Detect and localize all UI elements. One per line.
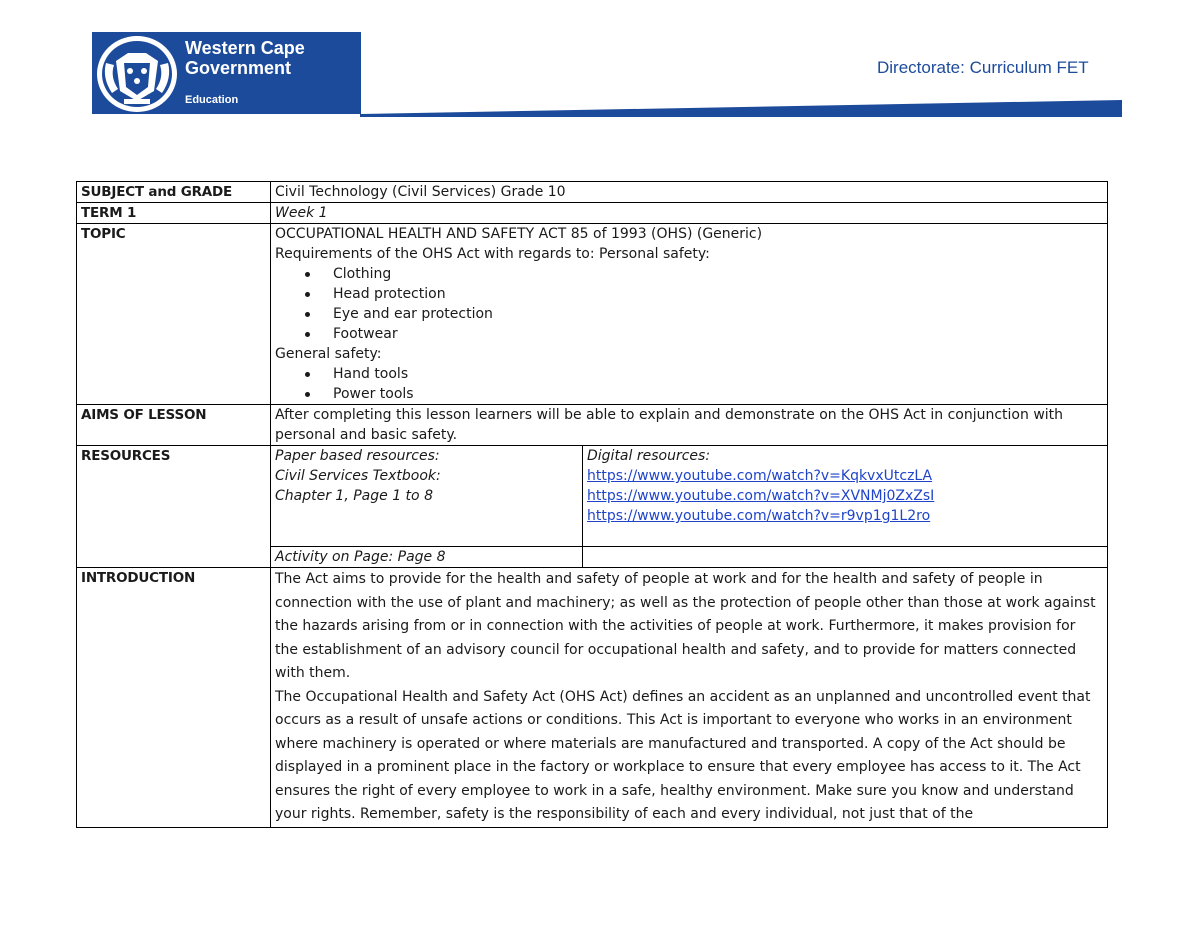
topic-heading: OCCUPATIONAL HEALTH AND SAFETY ACT 85 of 1993 (OHS) (Generic) — [275, 226, 763, 242]
resources-label: RESOURCES — [77, 446, 271, 568]
empty-cell — [583, 547, 1108, 568]
list-item: Clothing — [327, 264, 1102, 284]
subject-label: SUBJECT and GRADE — [77, 182, 271, 203]
list-item: Power tools — [327, 384, 1102, 404]
term-value: Week 1 — [271, 203, 1108, 224]
video-link-1[interactable]: https://www.youtube.com/watch?v=KqkvxUtczLA — [587, 468, 933, 484]
table-row — [77, 224, 1108, 405]
table-row — [77, 182, 1108, 203]
textbook-title: Civil Services Textbook: — [275, 468, 441, 484]
aims-label: AIMS OF LESSON — [77, 405, 271, 446]
introduction-text — [271, 568, 1108, 828]
table-row — [77, 405, 1108, 446]
page-header — [0, 0, 1200, 130]
topic-label: TOPIC — [77, 224, 271, 405]
subject-value: Civil Technology (Civil Services) Grade 10 — [271, 182, 1108, 203]
brand-name-line1: Western Cape — [185, 38, 305, 58]
lesson-plan-table — [76, 181, 1108, 828]
list-item: Eye and ear protection — [327, 304, 1102, 324]
textbook-pages: Chapter 1, Page 1 to 8 — [275, 488, 433, 504]
list-item: Hand tools — [327, 364, 1102, 384]
activity-page: Activity on Page: Page 8 — [271, 547, 583, 568]
introduction-label: INTRODUCTION — [77, 568, 271, 828]
topic-requirements: Requirements of the OHS Act with regards to: Personal safety: — [275, 246, 710, 262]
paper-resources-heading: Paper based resources: — [275, 448, 440, 464]
video-link-2[interactable]: https://www.youtube.com/watch?v=XVNMj0ZxZsI — [587, 488, 935, 504]
list-item: Head protection — [327, 284, 1102, 304]
topic-cell — [271, 224, 1108, 405]
paper-resources — [271, 446, 583, 547]
header-band — [360, 100, 1122, 117]
digital-resources — [583, 446, 1108, 547]
aims-value: After completing this lesson learners will be able to explain and demonstrate on the OHS Act in conjunction with personal and basic safety. — [271, 405, 1108, 446]
directorate-title: Directorate: Curriculum FET — [877, 58, 1089, 77]
list-item: Footwear — [327, 324, 1102, 344]
general-safety-list — [275, 364, 1102, 404]
table-row — [77, 446, 1108, 547]
intro-paragraph-1: The Act aims to provide for the health and safety of people at work and for the health and safety of people in connection with the use of plant and machinery; as well as the protection of people other than those at work against the hazards arising from or in connection with the activities of people at work. Furthermore, it makes provision for the establishment of an advisory council for occupational health and safety, and to provide for matters connected with them. — [275, 571, 1096, 681]
video-link-3[interactable]: https://www.youtube.com/watch?v=r9vp1g1L2ro — [587, 508, 931, 524]
term-label: TERM 1 — [77, 203, 271, 224]
brand-department: Education — [185, 94, 239, 106]
personal-safety-list — [275, 264, 1102, 344]
table-row — [77, 203, 1108, 224]
digital-resources-heading: Digital resources: — [587, 448, 711, 464]
coat-of-arms-icon — [94, 33, 180, 115]
table-row — [77, 568, 1108, 828]
brand-name-line2: Government — [185, 58, 292, 78]
general-safety-heading: General safety: — [275, 346, 382, 362]
intro-paragraph-2: The Occupational Health and Safety Act (OHS Act) defines an accident as an unplanned and uncontrolled event that occurs as a result of unsafe actions or conditions. This Act is important to everyone who works in an environment where machinery is operated or where materials are manufactured and transported. A copy of the Act should be displayed in a prominent place in the factory or workplace to ensure that every employee has access to it. The Act ensures the right of every employee to work in a safe, healthy environment. Make sure you know and understand your rights. Remember, safety is the responsibility of each and every individual, not just that of the — [275, 688, 1091, 822]
